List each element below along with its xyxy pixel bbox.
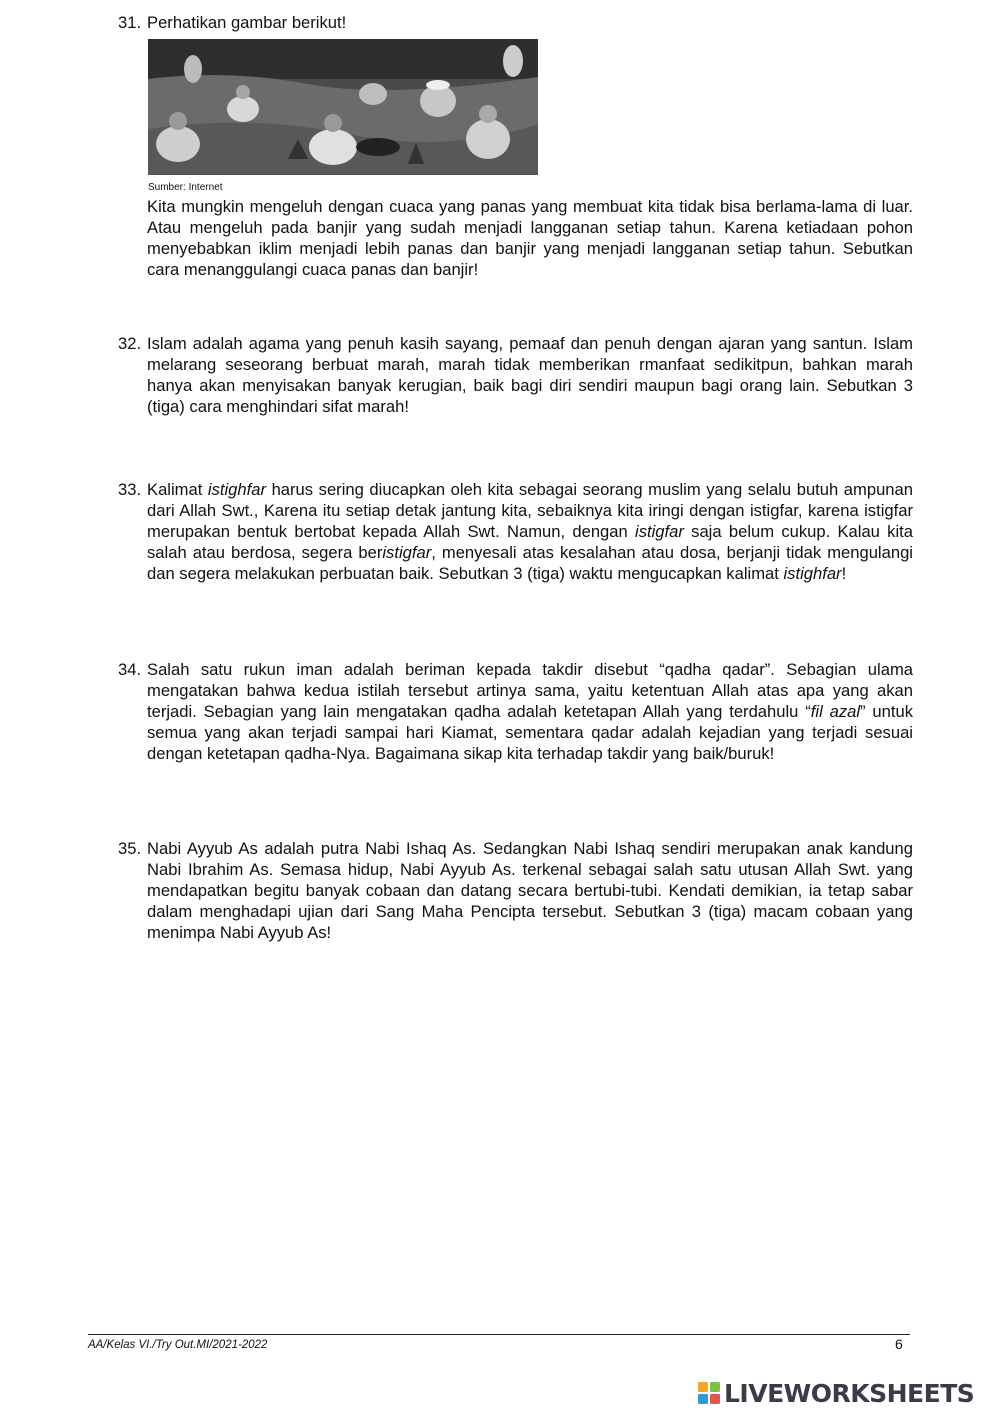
text-run: saja belum cukup. Kalau kita salah atau berdosa, segera ber	[147, 522, 914, 562]
image-caption: Sumber: Internet	[148, 182, 223, 193]
question-text	[147, 479, 913, 584]
question-35	[118, 838, 913, 943]
question-number: 32.	[118, 334, 142, 353]
text-run: , menyesali atas kesalahan atau dosa, berjanji tidak mengulangi dan segera melakukan perbuatan baik. Sebutkan 3 (tiga) waktu mengucapkan kalimat	[147, 543, 913, 583]
question-text: Nabi Ayyub As adalah putra Nabi Ishaq As. Sedangkan Nabi Ishaq sendiri merupakan anak kandung Nabi Ibrahim As. Semasa hidup, Nabi Ayyub As. terkenal sebagai salah satu utusan Allah Swt. yang mendapatkan begitu banyak cobaan dan datang secara bertubi-tubi. Kendati demikian, ia tetap sabar dalam menghadapi ujian dari Sang Maha Pencipta tersebut. Sebutkan 3 (tiga) macam cobaan yang menimpa Nabi Ayyub As!	[147, 839, 913, 942]
footer-label	[88, 1339, 267, 1351]
text-run: harus sering diucapkan oleh kita sebagai seorang muslim yang selalu butuh ampunan dari Allah Swt., Karena itu setiap detak jantung kita, sebaiknya kita iringi dengan istigfar, karena istigfar merupakan bentuk bertobat kepada Allah Swt. Namun, dengan	[147, 480, 913, 541]
brand-name: LIVEWORKSHEETS	[724, 1378, 975, 1408]
liveworksheets-logo-icon	[698, 1382, 720, 1404]
italic-term: fil azal	[810, 702, 861, 721]
footer-initials: AA	[88, 1339, 104, 1351]
question-prompt: Perhatikan gambar berikut!	[147, 13, 347, 32]
italic-term: istighfar	[783, 564, 842, 583]
question-34	[118, 659, 913, 764]
question-number: 34.	[118, 660, 142, 679]
italic-term: istigfar	[382, 543, 432, 562]
question-text: Islam adalah agama yang penuh kasih sayang, pemaaf dan penuh dengan ajaran yang santun. Islam melarang seseorang berbuat marah, marah tidak memberikan rmanfaat sedikitpun, bahkan marah hanya akan menyisakan banyak kerugian, baik bagi diri sendiri maupun bagi orang lain. Sebutkan 3 (tiga) cara menghindari sifat marah!	[147, 334, 913, 416]
question-number: 35.	[118, 839, 142, 858]
question-31-text: Kita mungkin mengeluh dengan cuaca yang panas yang membuat kita tidak bisa berlama-lama di luar. Atau mengeluh pada banjir yang sudah menjadi langganan setiap tahun. Karena ketiadaan pohon menyebabkan iklim menjadi lebih panas dan banjir yang menjadi langganan setiap tahun. Sebutkan cara menanggulangi cuaca panas dan banjir!	[147, 197, 913, 279]
italic-term: istighfar	[207, 480, 267, 499]
text-run: Salah satu rukun iman adalah beriman kepada takdir disebut “qadha qadar”. Sebagian ulama mengatakan bahwa kedua istilah tersebut artinya sama, yaitu ketentuan Allah atas apa yang akan terjadi. Sebagian yang lain mengatakan qadha adalah ketetapan Allah yang terdahulu “	[147, 660, 913, 721]
page-number: 6	[895, 1336, 903, 1352]
footer-course: /Kelas VI./Try Out.MI/2021-2022	[103, 1339, 268, 1351]
footer-divider	[88, 1334, 910, 1335]
question-number: 31.	[118, 13, 142, 32]
text-run: ” untuk semua yang akan terjadi sampai hari Kiamat, sementara qadar adalah kejadian yang terjadi sesuai dengan ketetapan qadha-Nya. Bagaimana sikap kita terhadap takdir yang baik/buruk!	[147, 702, 913, 763]
liveworksheets-brand[interactable]	[698, 1378, 974, 1408]
question-text	[147, 659, 913, 764]
question-31	[118, 12, 913, 33]
question-number: 33.	[118, 480, 142, 499]
text-run: !	[841, 564, 847, 583]
question-33	[118, 479, 913, 584]
question-32	[118, 333, 913, 417]
planting-trees-photo	[148, 39, 538, 175]
text-run: Kalimat	[147, 480, 208, 499]
italic-term: istigfar	[635, 522, 684, 541]
